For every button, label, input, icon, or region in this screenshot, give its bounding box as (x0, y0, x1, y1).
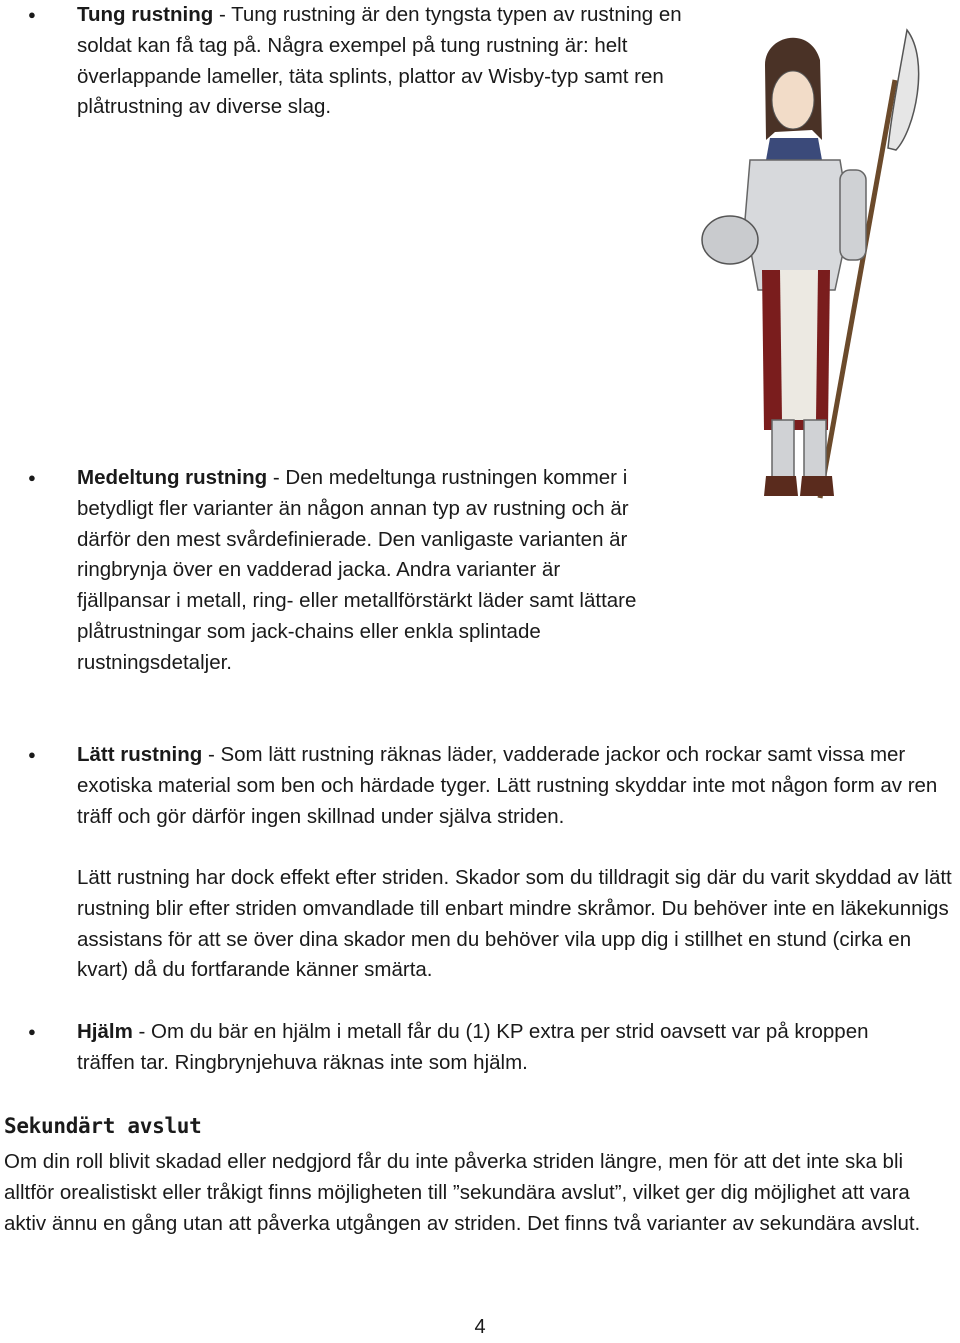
right-leg-armor (804, 420, 826, 480)
right-boot (800, 476, 834, 496)
apron (780, 270, 818, 420)
arm-armor (840, 170, 866, 260)
bullet-marker: ● (28, 747, 36, 762)
bullet-marker: ● (28, 1024, 36, 1039)
sekundart-avslut-text: Om din roll blivit skadad eller nedgjord får du inte påverka striden längre, men för att det inte ska bli alltför orealistiskt eller tråkigt finns möjligheten till ”sekundära avslut”, vilket ger dig möjlighet att vara aktiv ännu en gång utan att påverka utgången av striden. Det finns två varianter av sekundära avslut. (4, 1150, 921, 1235)
hjalm-paragraph (77, 1017, 897, 1079)
medeltung-text: - Den medeltunga rustningen kommer i betydligt fler varianter än någon annan typ av rustning och är därför den mest svårdefinierade. Den vanligaste varianten är ringbrynja över en vadderad jacka. Andra varianter är fjällpansar i metall, ring- eller metallförstärkt läder samt lättare plåtrustningar som jack-chains eller enkla splintade rustningsdetaljer. (77, 466, 637, 674)
tung-rustning-paragraph (77, 0, 687, 123)
medeltung-paragraph-a (77, 463, 637, 679)
face (772, 71, 814, 129)
sekundart-avslut-heading: Sekundärt avslut (4, 1114, 202, 1138)
latt-rustning-title: Lätt rustning (77, 743, 203, 766)
tung-rustning-title: Tung rustning (77, 3, 214, 26)
collar (766, 138, 822, 160)
latt-rustning-text: - Som lätt rustning räknas läder, vadderade jackor och rockar samt vissa mer exotiska material som ben och härdade tyger. Lätt rustning skyddar inte mot någon form av ren träff och gör därför ingen skillnad under själva striden. (77, 743, 938, 828)
left-boot (764, 476, 798, 496)
latt-rustning-paragraph (77, 740, 960, 832)
medeltung-title: Medeltung rustning (77, 466, 268, 489)
latt-rustning-effekt: Lätt rustning har dock effekt efter striden. Skador som du tilldragit sig där du varit skyddad av lätt rustning blir efter striden omvandlade till enbart mindre skråmor. Du behöver inte en läkekunnigs assistans för att se över dina skador men du behöver vila upp dig i stillhet en stund (cirka en kvart) då du fortfarande känner smärta. (77, 866, 952, 982)
hjalm-title: Hjälm (77, 1020, 133, 1043)
left-leg-armor (772, 420, 794, 480)
armored-woman-illustration (700, 20, 930, 500)
tung-rustning-text: - Tung rustning är den tyngsta typen av rustning en soldat kan få tag på. Några exempel på tung rustning är: helt överlappande lameller, täta splints, plattor av Wisby-typ samt ren plåtrustning av diverse slag. (77, 3, 682, 119)
bullet-marker: ● (28, 7, 36, 22)
bullet-marker: ● (28, 470, 36, 485)
hjalm-text: - Om du bär en hjälm i metall får du (1) KP extra per strid oavsett var på kroppen träffen tar. Ringbrynjehuva räknas inte som hjälm. (77, 1020, 869, 1074)
helmet (702, 216, 758, 264)
page-number: 4 (474, 1316, 486, 1338)
